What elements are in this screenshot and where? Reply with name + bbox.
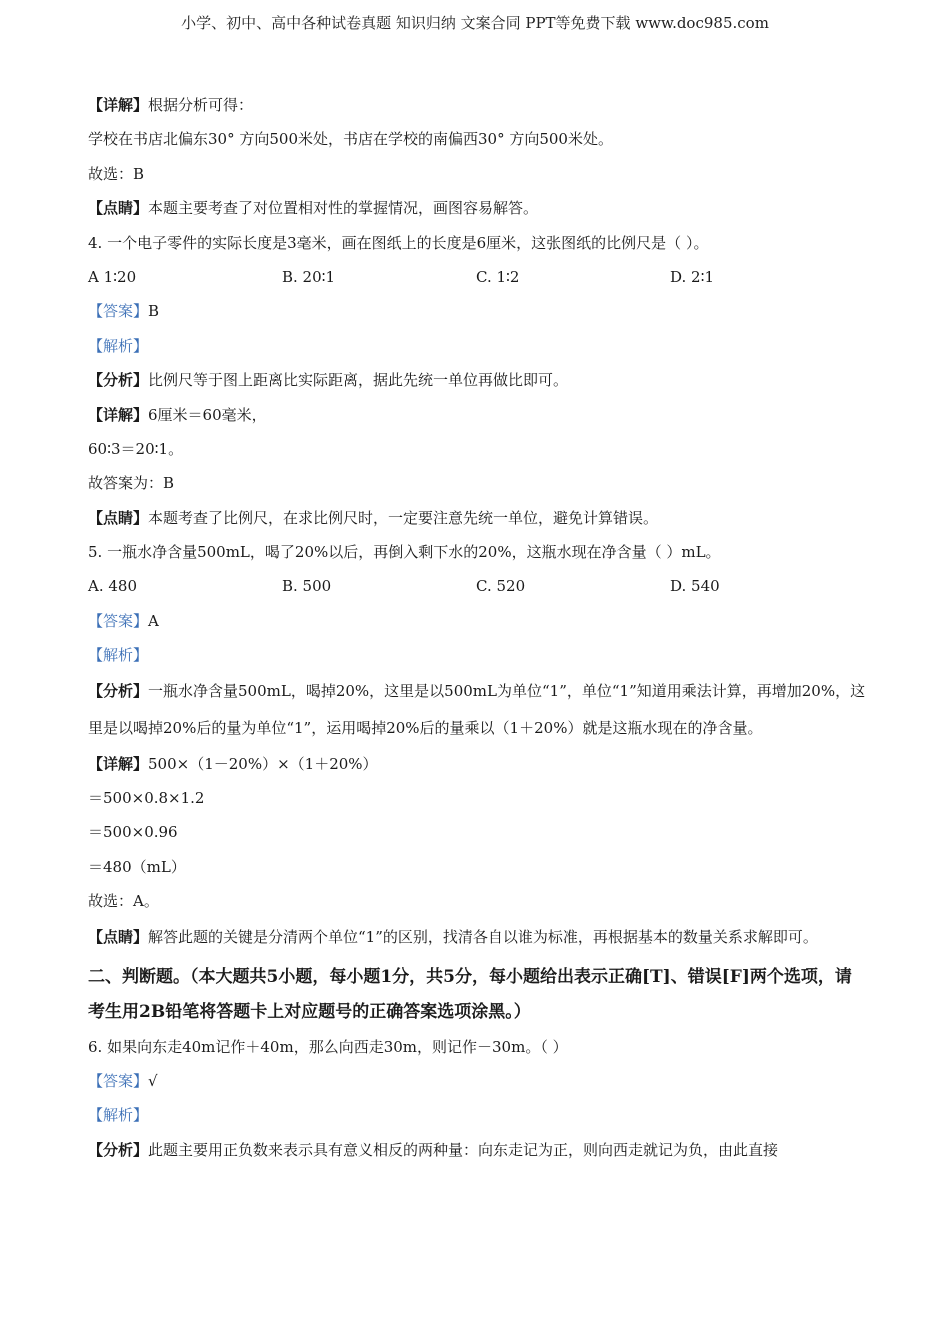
text-span: 学校在书店北偏东30° 方向500米处，书店在学校的南偏西30° 方向500米处。 bbox=[88, 130, 613, 149]
text-span: A bbox=[148, 611, 159, 630]
text-line bbox=[88, 747, 868, 781]
label-tag: 【解析】 bbox=[88, 646, 149, 665]
answer-option: B. 20∶1 bbox=[282, 267, 336, 286]
page-header: 小学、初中、高中各种试卷真题 知识归纳 文案合同 PPT等免费下载 www.doc985.com bbox=[181, 14, 769, 32]
label-tag: 【分析】 bbox=[88, 681, 149, 700]
section-heading bbox=[88, 960, 868, 1030]
text-span: 500×（1－20%）×（1＋20%） bbox=[148, 754, 378, 773]
text-line bbox=[88, 604, 868, 638]
label-tag: 【详解】 bbox=[88, 405, 149, 424]
text-span: 6厘米＝60毫米， bbox=[148, 405, 267, 424]
text-span: 一瓶水净含量500mL，喝掉20%，这里是以500mL为单位“1”，单位“1”知道用乘法计算，再增加20%，这里是以喝掉20%后的量为单位“1”，运用喝掉20%后的量乘以（1＋20%）就是这瓶水现在的净含量。 bbox=[88, 681, 866, 737]
text-line bbox=[88, 638, 868, 672]
text-line bbox=[88, 781, 868, 815]
text-line bbox=[88, 432, 868, 466]
text-line bbox=[88, 329, 868, 363]
text-line bbox=[88, 122, 868, 156]
label-tag: 【点睛】 bbox=[88, 927, 149, 946]
text-span: 此题主要用正负数来表示具有意义相反的两种量：向东走记为正，则向西走就记为负，由此直接 bbox=[148, 1140, 779, 1159]
label-tag: 【答案】 bbox=[88, 611, 149, 630]
text-line bbox=[88, 226, 868, 260]
label-tag: 【点睛】 bbox=[88, 199, 149, 218]
text-span: 60∶3＝20∶1。 bbox=[88, 439, 184, 458]
text-line bbox=[88, 1030, 868, 1064]
text-line bbox=[88, 1098, 868, 1132]
text-line bbox=[88, 884, 868, 918]
answer-option: D. 2∶1 bbox=[670, 267, 715, 286]
text-span: B bbox=[148, 302, 160, 321]
label-tag: 【详解】 bbox=[88, 754, 149, 773]
text-line bbox=[88, 919, 868, 956]
text-line bbox=[88, 191, 868, 225]
text-span: √ bbox=[148, 1071, 158, 1090]
label-tag: 【解析】 bbox=[88, 336, 149, 355]
text-line bbox=[88, 850, 868, 884]
label-tag: 【答案】 bbox=[88, 302, 149, 321]
answer-option: A. 480 bbox=[88, 577, 137, 596]
text-span: 解答此题的关键是分清两个单位“1”的区别，找清各自以谁为标准，再根据基本的数量关系求解即可。 bbox=[148, 927, 818, 946]
text-line bbox=[88, 466, 868, 500]
answer-option: A 1∶20 bbox=[88, 267, 137, 286]
answer-options bbox=[88, 569, 868, 603]
document-body bbox=[88, 88, 868, 1167]
text-span: 故答案为：B bbox=[88, 474, 175, 493]
text-span: 故选：A。 bbox=[88, 892, 159, 911]
label-tag: 【分析】 bbox=[88, 371, 149, 390]
text-line bbox=[88, 294, 868, 328]
text-span: 本题考查了比例尺，在求比例尺时，一定要注意先统一单位，避免计算错误。 bbox=[148, 508, 659, 527]
answer-option: C. 520 bbox=[476, 577, 526, 596]
label-tag: 【答案】 bbox=[88, 1071, 149, 1090]
text-span: 二、判断题。（本大题共5小题，每小题1分，共5分，每小题给出表示正确[T]、错误[F]两个选项，请考生用2B铅笔将答题卡上对应题号的正确答案选项涂黑。） bbox=[88, 966, 852, 1022]
label-tag: 【分析】 bbox=[88, 1140, 149, 1159]
text-span: 4. 一个电子零件的实际长度是3毫米，画在图纸上的长度是6厘米，这张图纸的比例尺是（ ）。 bbox=[88, 233, 709, 252]
answer-option: C. 1∶2 bbox=[476, 267, 520, 286]
text-line bbox=[88, 363, 868, 397]
label-tag: 【详解】 bbox=[88, 96, 149, 114]
text-line bbox=[88, 88, 868, 122]
answer-options bbox=[88, 260, 868, 294]
text-line bbox=[88, 673, 868, 747]
text-line bbox=[88, 398, 868, 432]
text-line bbox=[88, 1064, 868, 1098]
text-span: ＝500×0.96 bbox=[88, 823, 178, 842]
answer-option: B. 500 bbox=[282, 577, 332, 596]
text-span: ＝500×0.8×1.2 bbox=[88, 789, 205, 808]
text-span: 6. 如果向东走40m记作＋40m，那么向西走30m，则记作－30m。（ ） bbox=[88, 1037, 568, 1056]
text-line bbox=[88, 535, 868, 569]
label-tag: 【解析】 bbox=[88, 1106, 149, 1125]
text-line bbox=[88, 815, 868, 849]
answer-option: D. 540 bbox=[670, 577, 720, 596]
label-tag: 【点睛】 bbox=[88, 508, 149, 527]
text-span: 故选：B bbox=[88, 164, 145, 183]
text-span: ＝480（mL） bbox=[88, 857, 186, 876]
text-span: 5. 一瓶水净含量500mL，喝了20%以后，再倒入剩下水的20%，这瓶水现在净含量（ ）mL。 bbox=[88, 543, 721, 562]
text-line bbox=[88, 1133, 868, 1167]
text-span: 比例尺等于图上距离比实际距离，据此先统一单位再做比即可。 bbox=[148, 371, 569, 390]
text-line bbox=[88, 157, 868, 191]
text-line bbox=[88, 501, 868, 535]
text-span: 本题主要考查了对位置相对性的掌握情况，画图容易解答。 bbox=[148, 199, 539, 218]
text-span: 根据分析可得： bbox=[148, 96, 254, 114]
